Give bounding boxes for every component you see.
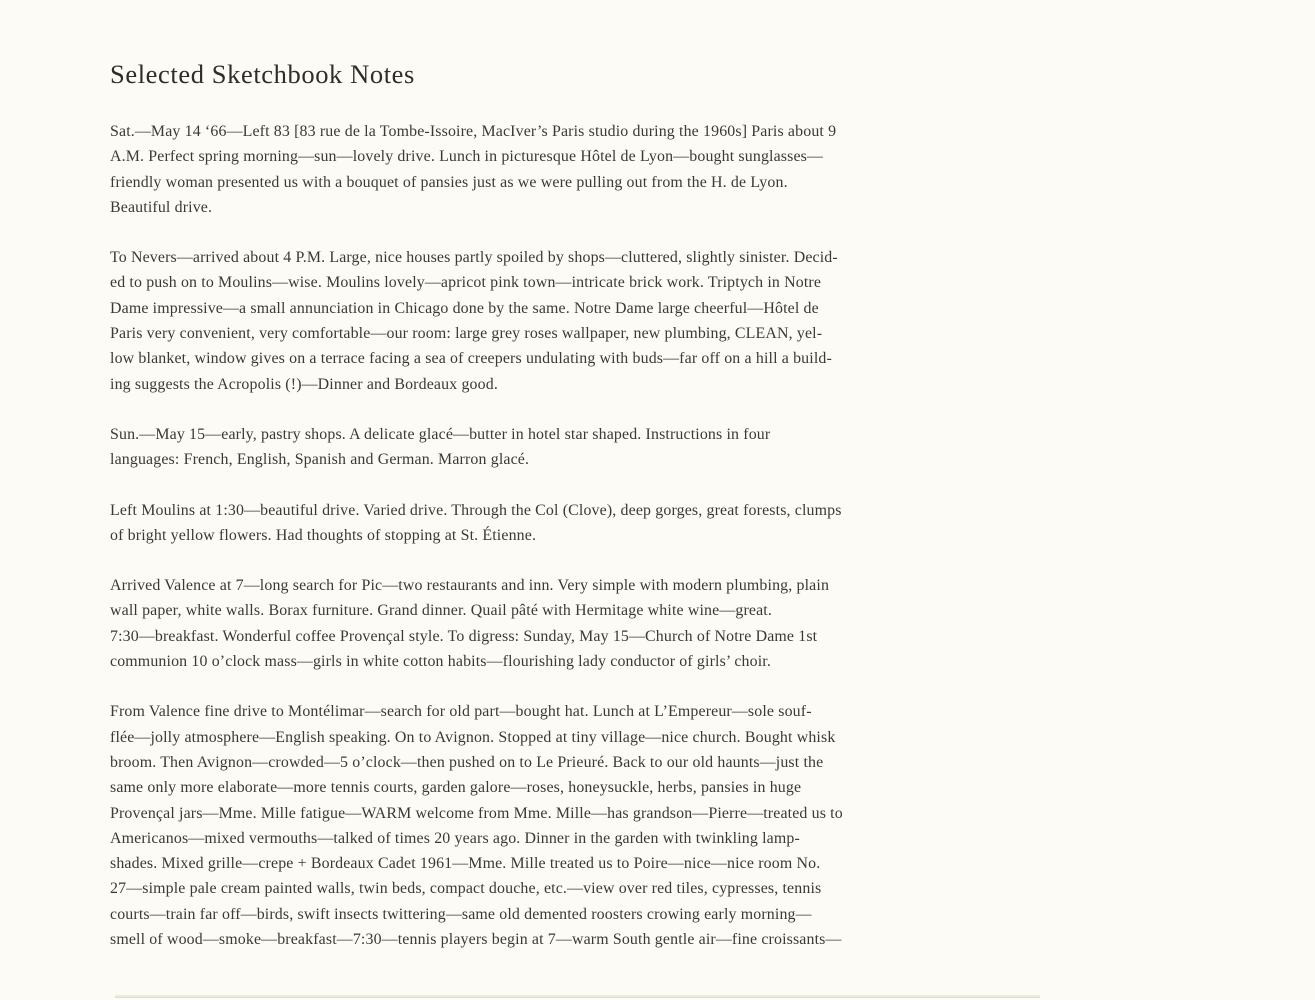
text-line: same only more elaborate—more tennis courts, garden galore—roses, honeysuckle, herbs, pansies in huge xyxy=(110,779,802,797)
text-line: From Valence fine drive to Montélimar—search for old part—bought hat. Lunch at L’Empereur—sole souf- xyxy=(110,703,812,721)
text-line: 7:30—breakfast. Wonderful coffee Provençal style. To digress: Sunday, May 15—Church of Notre Dame 1st xyxy=(110,627,818,645)
text-line: shades. Mixed grille—crepe + Bordeaux Cadet 1961—Mme. Mille treated us to Poire—nice—nice room No. xyxy=(110,855,821,873)
text-line: smell of wood—smoke—breakfast—7:30—tennis players begin at 7—warm South gentle air—fine croissants— xyxy=(110,931,842,949)
text-line: courts—train far off—birds, swift insects twittering—same old demented roosters crowing early morning— xyxy=(110,905,812,923)
text-line: Left Moulins at 1:30—beautiful drive. Varied drive. Through the Col (Clove), deep gorges, great forests, clumps xyxy=(110,501,842,519)
text-line: Arrived Valence at 7—long search for Pic—two restaurants and inn. Very simple with modern plumbing, plain xyxy=(110,577,830,595)
text-line: Americanos—mixed vermouths—talked of times 20 years ago. Dinner in the garden with twinkling lamp- xyxy=(110,829,800,847)
text-line: Dame impressive—a small annunciation in Chicago done by the same. Notre Dame large cheerful—Hôtel de xyxy=(110,299,819,317)
text-line: Provençal jars—Mme. Mille fatigue—WARM welcome from Mme. Mille—has grandson—Pierre—treated us to xyxy=(110,804,843,822)
paragraph xyxy=(110,422,940,473)
page-content xyxy=(110,57,940,977)
text-line: languages: French, English, Spanish and German. Marron glacé. xyxy=(110,451,530,469)
text-line: wall paper, white walls. Borax furniture. Grand dinner. Quail pâté with Hermitage white wine—great. xyxy=(110,602,772,620)
text-line: friendly woman presented us with a bouquet of pansies just as we were pulling out from the H. de Lyon. xyxy=(110,173,788,191)
text-line: To Nevers—arrived about 4 P.M. Large, nice houses partly spoiled by shops—cluttered, slightly sinister. Decid- xyxy=(110,249,838,267)
text-line: of bright yellow flowers. Had thoughts of stopping at St. Étienne. xyxy=(110,526,537,544)
text-line: Beautiful drive. xyxy=(110,198,213,216)
text-line: Paris very convenient, very comfortable—our room: large grey roses wallpaper, new plumbing, CLEAN, yel- xyxy=(110,325,823,343)
text-line: broom. Then Avignon—crowded—5 o’clock—then pushed on to Le Prieuré. Back to our old haunts—just the xyxy=(110,753,824,771)
notes-body xyxy=(110,119,940,952)
text-line: Sun.—May 15—early, pastry shops. A delicate glacé—butter in hotel star shaped. Instructions in four xyxy=(110,425,771,443)
text-line: A.M. Perfect spring morning—sun—lovely drive. Lunch in picturesque Hôtel de Lyon—bought sunglasses— xyxy=(110,148,824,166)
paragraph xyxy=(110,699,940,952)
paragraph xyxy=(110,498,940,549)
page-bottom-scan-shadow xyxy=(115,994,1040,998)
text-line: flée—jolly atmosphere—English speaking. On to Avignon. Stopped at tiny village—nice church. Bought whisk xyxy=(110,728,836,746)
paragraph xyxy=(110,119,940,220)
text-line: ing suggests the Acropolis (!)—Dinner and Bordeaux good. xyxy=(110,375,498,393)
text-line: low blanket, window gives on a terrace facing a sea of creepers undulating with buds—far off on a hill a build- xyxy=(110,350,832,368)
text-line: Sat.—May 14 ‘66—Left 83 [83 rue de la Tombe-Issoire, MacIver’s Paris studio during the 1960s] Paris about 9 xyxy=(110,123,837,140)
text-line: ed to push on to Moulins—wise. Moulins lovely—apricot pink town—intricate brick work. Triptych in Notre xyxy=(110,274,822,292)
page-title: Selected Sketchbook Notes xyxy=(110,59,415,89)
text-line: communion 10 o’clock mass—girls in white cotton habits—flourishing lady conductor of girls’ choir. xyxy=(110,653,771,671)
paragraph xyxy=(110,573,940,674)
text-line: 27—simple pale cream painted walls, twin beds, compact douche, etc.—view over red tiles, cypresses, tennis xyxy=(110,880,822,898)
paragraph xyxy=(110,245,940,397)
